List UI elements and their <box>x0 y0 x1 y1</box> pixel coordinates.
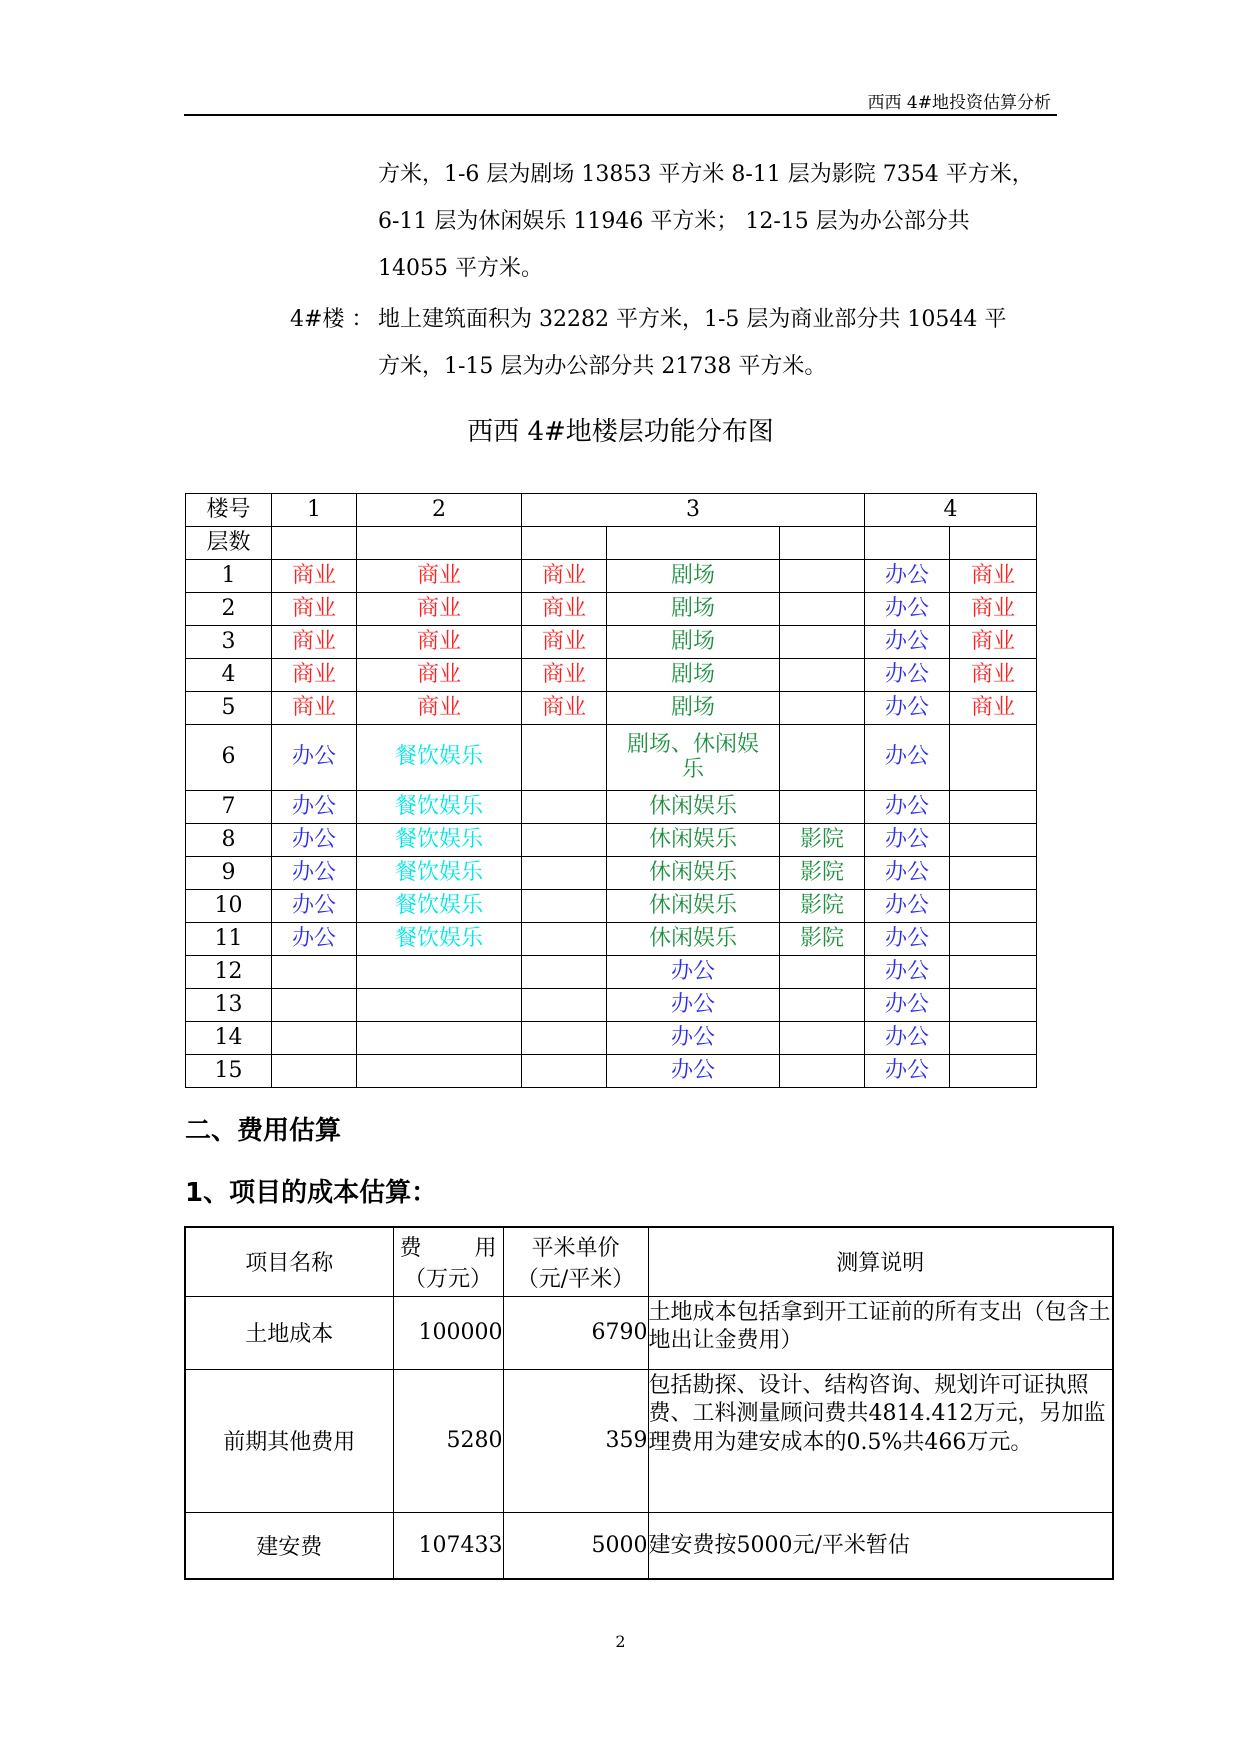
cost-item-description: 土地成本包括拿到开工证前的所有支出（包含土地出让金费用） <box>648 1296 1113 1369</box>
table-cell <box>522 791 607 824</box>
table-row <box>186 824 1037 857</box>
table-cell: 休闲娱乐 <box>607 857 780 890</box>
table-cell: 餐饮娱乐 <box>357 857 522 890</box>
header-fee-unit: （万元） <box>403 1266 492 1292</box>
table-cell: 办公 <box>865 626 950 659</box>
table-cell <box>950 527 1037 560</box>
table-cell: 影院 <box>780 824 865 857</box>
floor-function-table <box>185 493 1037 1088</box>
page-header-title: 西西 4#地投资估算分析 <box>867 93 1051 113</box>
table-cell <box>522 1022 607 1055</box>
table-cell: 餐饮娱乐 <box>357 791 522 824</box>
table-cell: 办公 <box>865 1022 950 1055</box>
table-cell <box>780 1055 865 1088</box>
header-cell: 测算说明 <box>648 1227 1113 1296</box>
table-cell: 商业 <box>522 692 607 725</box>
header-cell <box>503 1227 648 1296</box>
table-cell <box>780 725 865 791</box>
table-cell <box>780 527 865 560</box>
table-cell: 办公 <box>607 1055 780 1088</box>
cost-item-name: 土地成本 <box>185 1296 393 1369</box>
floor-number: 14 <box>186 1022 272 1055</box>
table-cell: 办公 <box>865 560 950 593</box>
building-header: 1 <box>272 494 357 527</box>
table-cell: 休闲娱乐 <box>607 890 780 923</box>
table-cell <box>780 1022 865 1055</box>
table-cell: 办公 <box>865 593 950 626</box>
table-row <box>186 989 1037 1022</box>
header-price-label: 平米单价 <box>531 1235 620 1261</box>
table-row <box>186 527 1037 560</box>
floor-table-caption: 西西 4#地楼层功能分布图 <box>467 417 774 447</box>
table-cell <box>522 956 607 989</box>
table-cell: 剧场 <box>607 593 780 626</box>
table-cell <box>522 923 607 956</box>
table-cell: 办公 <box>607 1022 780 1055</box>
table-cell: 餐饮娱乐 <box>357 923 522 956</box>
table-cell <box>950 923 1037 956</box>
table-cell: 剧场、休闲娱乐 <box>607 725 780 791</box>
table-cell: 休闲娱乐 <box>607 824 780 857</box>
table-cell: 剧场 <box>607 560 780 593</box>
table-cell: 商业 <box>357 659 522 692</box>
table-cell: 剧场 <box>607 659 780 692</box>
table-cell <box>607 527 780 560</box>
table-cell <box>522 1055 607 1088</box>
building-4-label: 4#楼 ： <box>290 307 374 332</box>
table-cell: 商业 <box>272 593 357 626</box>
table-cell: 商业 <box>950 626 1037 659</box>
cost-item-price: 5000 <box>503 1512 648 1579</box>
table-row <box>186 923 1037 956</box>
paragraph-line: 14055 平方米。 <box>378 256 543 281</box>
table-cell <box>522 857 607 890</box>
header-cell <box>393 1227 503 1296</box>
table-row <box>186 1055 1037 1088</box>
table-row <box>186 626 1037 659</box>
table-cell: 商业 <box>950 659 1037 692</box>
table-cell: 影院 <box>780 890 865 923</box>
table-cell <box>272 1022 357 1055</box>
floor-number: 13 <box>186 989 272 1022</box>
table-cell <box>950 890 1037 923</box>
table-cell <box>865 527 950 560</box>
table-cell: 办公 <box>272 890 357 923</box>
table-cell: 商业 <box>950 560 1037 593</box>
table-row <box>185 1227 1113 1296</box>
table-row <box>186 659 1037 692</box>
cost-item-name: 前期其他费用 <box>185 1369 393 1512</box>
cost-item-description: 包括勘探、设计、结构咨询、规划许可证执照费、工料测量顾问费共4814.412万元，另加监理费用为建安成本的0.5%共466万元。 <box>648 1369 1113 1512</box>
table-cell <box>950 989 1037 1022</box>
table-cell: 商业 <box>357 560 522 593</box>
table-cell: 办公 <box>865 857 950 890</box>
cost-estimate-table <box>184 1226 1114 1580</box>
table-cell <box>357 1055 522 1088</box>
table-cell: 办公 <box>865 791 950 824</box>
table-cell: 餐饮娱乐 <box>357 725 522 791</box>
table-cell: 办公 <box>272 791 357 824</box>
table-cell <box>357 956 522 989</box>
table-row <box>186 956 1037 989</box>
header-rule <box>184 114 1057 116</box>
table-cell: 商业 <box>950 692 1037 725</box>
page-number: 2 <box>615 1632 626 1651</box>
table-cell <box>272 989 357 1022</box>
table-row <box>186 494 1037 527</box>
table-cell: 办公 <box>865 692 950 725</box>
table-cell: 影院 <box>780 857 865 890</box>
table-cell <box>272 1055 357 1088</box>
table-cell <box>950 857 1037 890</box>
table-cell: 剧场 <box>607 692 780 725</box>
table-cell <box>272 527 357 560</box>
subsection-heading: 1、项目的成本估算： <box>185 1178 438 1208</box>
table-cell <box>272 956 357 989</box>
table-cell: 商业 <box>950 593 1037 626</box>
table-cell <box>522 725 607 791</box>
table-cell: 商业 <box>522 560 607 593</box>
table-row <box>186 791 1037 824</box>
table-row <box>186 593 1037 626</box>
building-header: 2 <box>357 494 522 527</box>
table-cell <box>950 824 1037 857</box>
table-cell <box>780 791 865 824</box>
table-cell <box>950 1022 1037 1055</box>
row-label-floor: 层数 <box>186 527 272 560</box>
table-cell: 商业 <box>272 560 357 593</box>
table-row <box>186 1022 1037 1055</box>
table-cell <box>950 956 1037 989</box>
table-cell: 办公 <box>865 989 950 1022</box>
floor-number: 12 <box>186 956 272 989</box>
table-cell: 办公 <box>865 725 950 791</box>
table-cell <box>950 725 1037 791</box>
building-header: 4 <box>865 494 1037 527</box>
table-cell: 餐饮娱乐 <box>357 824 522 857</box>
floor-number: 8 <box>186 824 272 857</box>
table-cell: 办公 <box>272 923 357 956</box>
table-cell <box>357 989 522 1022</box>
table-cell: 商业 <box>357 692 522 725</box>
table-cell: 办公 <box>865 923 950 956</box>
paragraph-line: 地上建筑面积为 32282 平方米，1-5 层为商业部分共 10544 平 <box>378 307 1007 332</box>
cost-item-fee: 107433 <box>393 1512 503 1579</box>
table-cell: 商业 <box>357 626 522 659</box>
header-cell: 项目名称 <box>185 1227 393 1296</box>
table-row <box>186 560 1037 593</box>
floor-number: 11 <box>186 923 272 956</box>
table-cell <box>780 989 865 1022</box>
table-cell <box>522 824 607 857</box>
row-label-building: 楼号 <box>186 494 272 527</box>
table-cell: 商业 <box>272 626 357 659</box>
cost-item-name: 建安费 <box>185 1512 393 1579</box>
table-cell: 办公 <box>272 725 357 791</box>
table-cell: 办公 <box>272 824 357 857</box>
table-cell: 休闲娱乐 <box>607 791 780 824</box>
table-cell: 办公 <box>865 824 950 857</box>
floor-number: 2 <box>186 593 272 626</box>
section-heading: 二、费用估算 <box>185 1116 342 1146</box>
floor-number: 4 <box>186 659 272 692</box>
table-cell <box>522 989 607 1022</box>
paragraph-line: 方米，1-15 层为办公部分共 21738 平方米。 <box>378 354 827 379</box>
table-cell <box>780 659 865 692</box>
table-cell: 商业 <box>272 659 357 692</box>
floor-number: 3 <box>186 626 272 659</box>
table-cell <box>780 626 865 659</box>
table-cell: 办公 <box>607 956 780 989</box>
table-cell <box>780 956 865 989</box>
table-cell: 商业 <box>357 593 522 626</box>
table-cell: 影院 <box>780 923 865 956</box>
table-row <box>185 1296 1113 1369</box>
table-cell <box>780 560 865 593</box>
table-cell <box>780 593 865 626</box>
floor-number: 7 <box>186 791 272 824</box>
table-row <box>186 857 1037 890</box>
cost-item-description: 建安费按5000元/平米暂估 <box>648 1512 1113 1579</box>
building-header: 3 <box>522 494 865 527</box>
table-cell <box>357 527 522 560</box>
table-cell: 商业 <box>522 659 607 692</box>
floor-number: 6 <box>186 725 272 791</box>
table-cell <box>522 527 607 560</box>
table-cell: 商业 <box>272 692 357 725</box>
table-cell <box>950 1055 1037 1088</box>
table-cell: 休闲娱乐 <box>607 923 780 956</box>
cost-item-fee: 5280 <box>393 1369 503 1512</box>
table-cell <box>357 1022 522 1055</box>
table-cell: 办公 <box>865 1055 950 1088</box>
table-cell <box>780 692 865 725</box>
table-cell <box>950 791 1037 824</box>
table-row <box>186 725 1037 791</box>
table-row <box>186 692 1037 725</box>
floor-number: 9 <box>186 857 272 890</box>
table-cell: 餐饮娱乐 <box>357 890 522 923</box>
cost-item-price: 6790 <box>503 1296 648 1369</box>
floor-number: 15 <box>186 1055 272 1088</box>
table-cell: 办公 <box>865 659 950 692</box>
table-row <box>185 1369 1113 1512</box>
cost-item-price: 359 <box>503 1369 648 1512</box>
cost-item-fee: 100000 <box>393 1296 503 1369</box>
table-row <box>185 1512 1113 1579</box>
table-cell <box>522 890 607 923</box>
floor-number: 10 <box>186 890 272 923</box>
table-cell: 办公 <box>865 956 950 989</box>
table-cell: 办公 <box>865 890 950 923</box>
floor-number: 1 <box>186 560 272 593</box>
header-price-unit: （元/平米） <box>516 1266 635 1292</box>
table-cell: 商业 <box>522 626 607 659</box>
paragraph-line: 6-11 层为休闲娱乐 11946 平方米； 12-15 层为办公部分共 <box>378 209 970 234</box>
table-cell: 办公 <box>272 857 357 890</box>
table-cell: 办公 <box>607 989 780 1022</box>
table-cell: 商业 <box>522 593 607 626</box>
paragraph-line: 方米，1-6 层为剧场 13853 平方米 8-11 层为影院 7354 平方米， <box>378 162 1034 187</box>
header-fee-label: 费 用 <box>399 1235 497 1261</box>
table-cell: 剧场 <box>607 626 780 659</box>
floor-number: 5 <box>186 692 272 725</box>
table-row <box>186 890 1037 923</box>
